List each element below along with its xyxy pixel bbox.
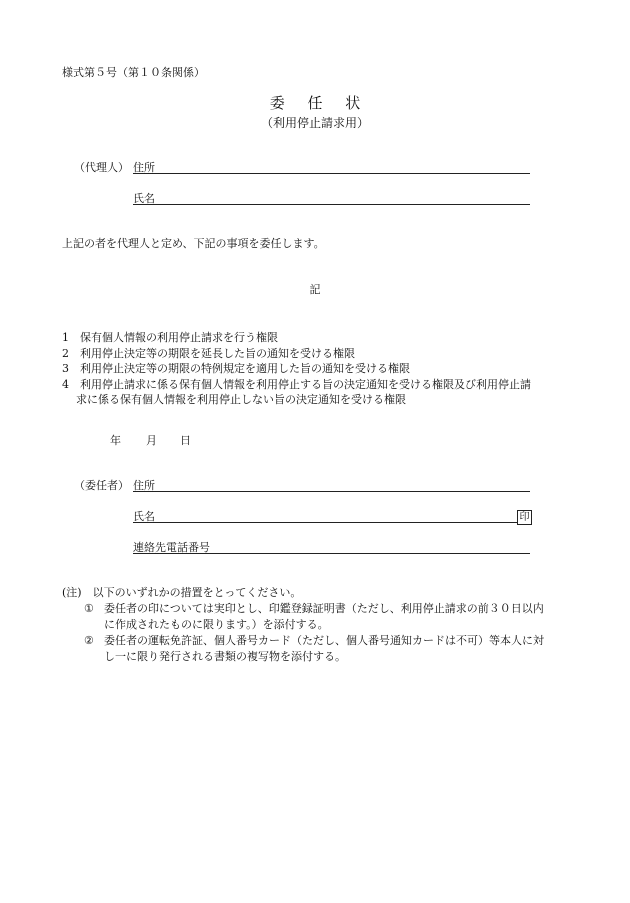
principal-name-line[interactable]: [133, 522, 517, 523]
list-item-continuation: 求に係る保有個人情報を利用停止しない旨の決定通知を受ける権限: [76, 393, 406, 406]
document-subtitle: （利用停止請求用）: [260, 116, 369, 130]
agent-role-label: （代理人）: [74, 161, 129, 174]
principal-address-label: 住所: [133, 479, 155, 492]
ki-heading: 記: [309, 283, 321, 296]
principal-address-line[interactable]: [133, 491, 530, 492]
delegation-statement: 上記の者を代理人と定め、下記の事項を委任します。: [62, 237, 325, 250]
date-month-label: 月: [146, 434, 157, 447]
date-day-label: 日: [180, 434, 191, 447]
agent-address-line[interactable]: [133, 173, 530, 174]
list-item: 3 利用停止決定等の期限の特例規定を適用した旨の通知を受ける権限: [62, 362, 410, 375]
document-title: 委 任 状: [269, 94, 370, 112]
agent-name-line[interactable]: [133, 204, 530, 205]
notes-section: [62, 585, 582, 665]
list-item: 4 利用停止請求に係る保有個人情報を利用停止する旨の決定通知を受ける権限及び利用停止請: [62, 377, 531, 391]
note-item-continuation: に作成されたものに限ります。）を添付する。: [104, 618, 329, 631]
note-item-continuation: し一に限り発行される書類の複写物を添付する。: [104, 650, 346, 663]
principal-phone-label: 連絡先電話番号: [133, 541, 210, 554]
agent-address-label: 住所: [133, 161, 155, 174]
principal-phone-line[interactable]: [133, 553, 530, 554]
principal-name-label: 氏名: [133, 510, 155, 523]
notes-intro: (注) 以下のいずれかの措置をとってください。: [62, 586, 302, 599]
list-item: 2 利用停止決定等の期限を延長した旨の通知を受ける権限: [62, 346, 355, 360]
note-item: ② 委任者の運転免許証、個人番号カード（ただし、個人番号通知カードは不可）等本人に対: [84, 634, 544, 647]
agent-name-label: 氏名: [133, 192, 155, 205]
form-number: 様式第５号（第１０条関係）: [62, 66, 205, 79]
principal-role-label: （委任者）: [74, 479, 129, 492]
note-item: ① 委任者の印については実印とし、印鑑登録証明書（ただし、利用停止請求の前３０日以内: [84, 602, 544, 615]
date-year-label: 年: [110, 434, 121, 447]
seal-mark: 印: [517, 510, 532, 525]
delegated-items-list: [62, 330, 582, 408]
list-item: 1 保有個人情報の利用停止請求を行う権限: [62, 331, 278, 344]
